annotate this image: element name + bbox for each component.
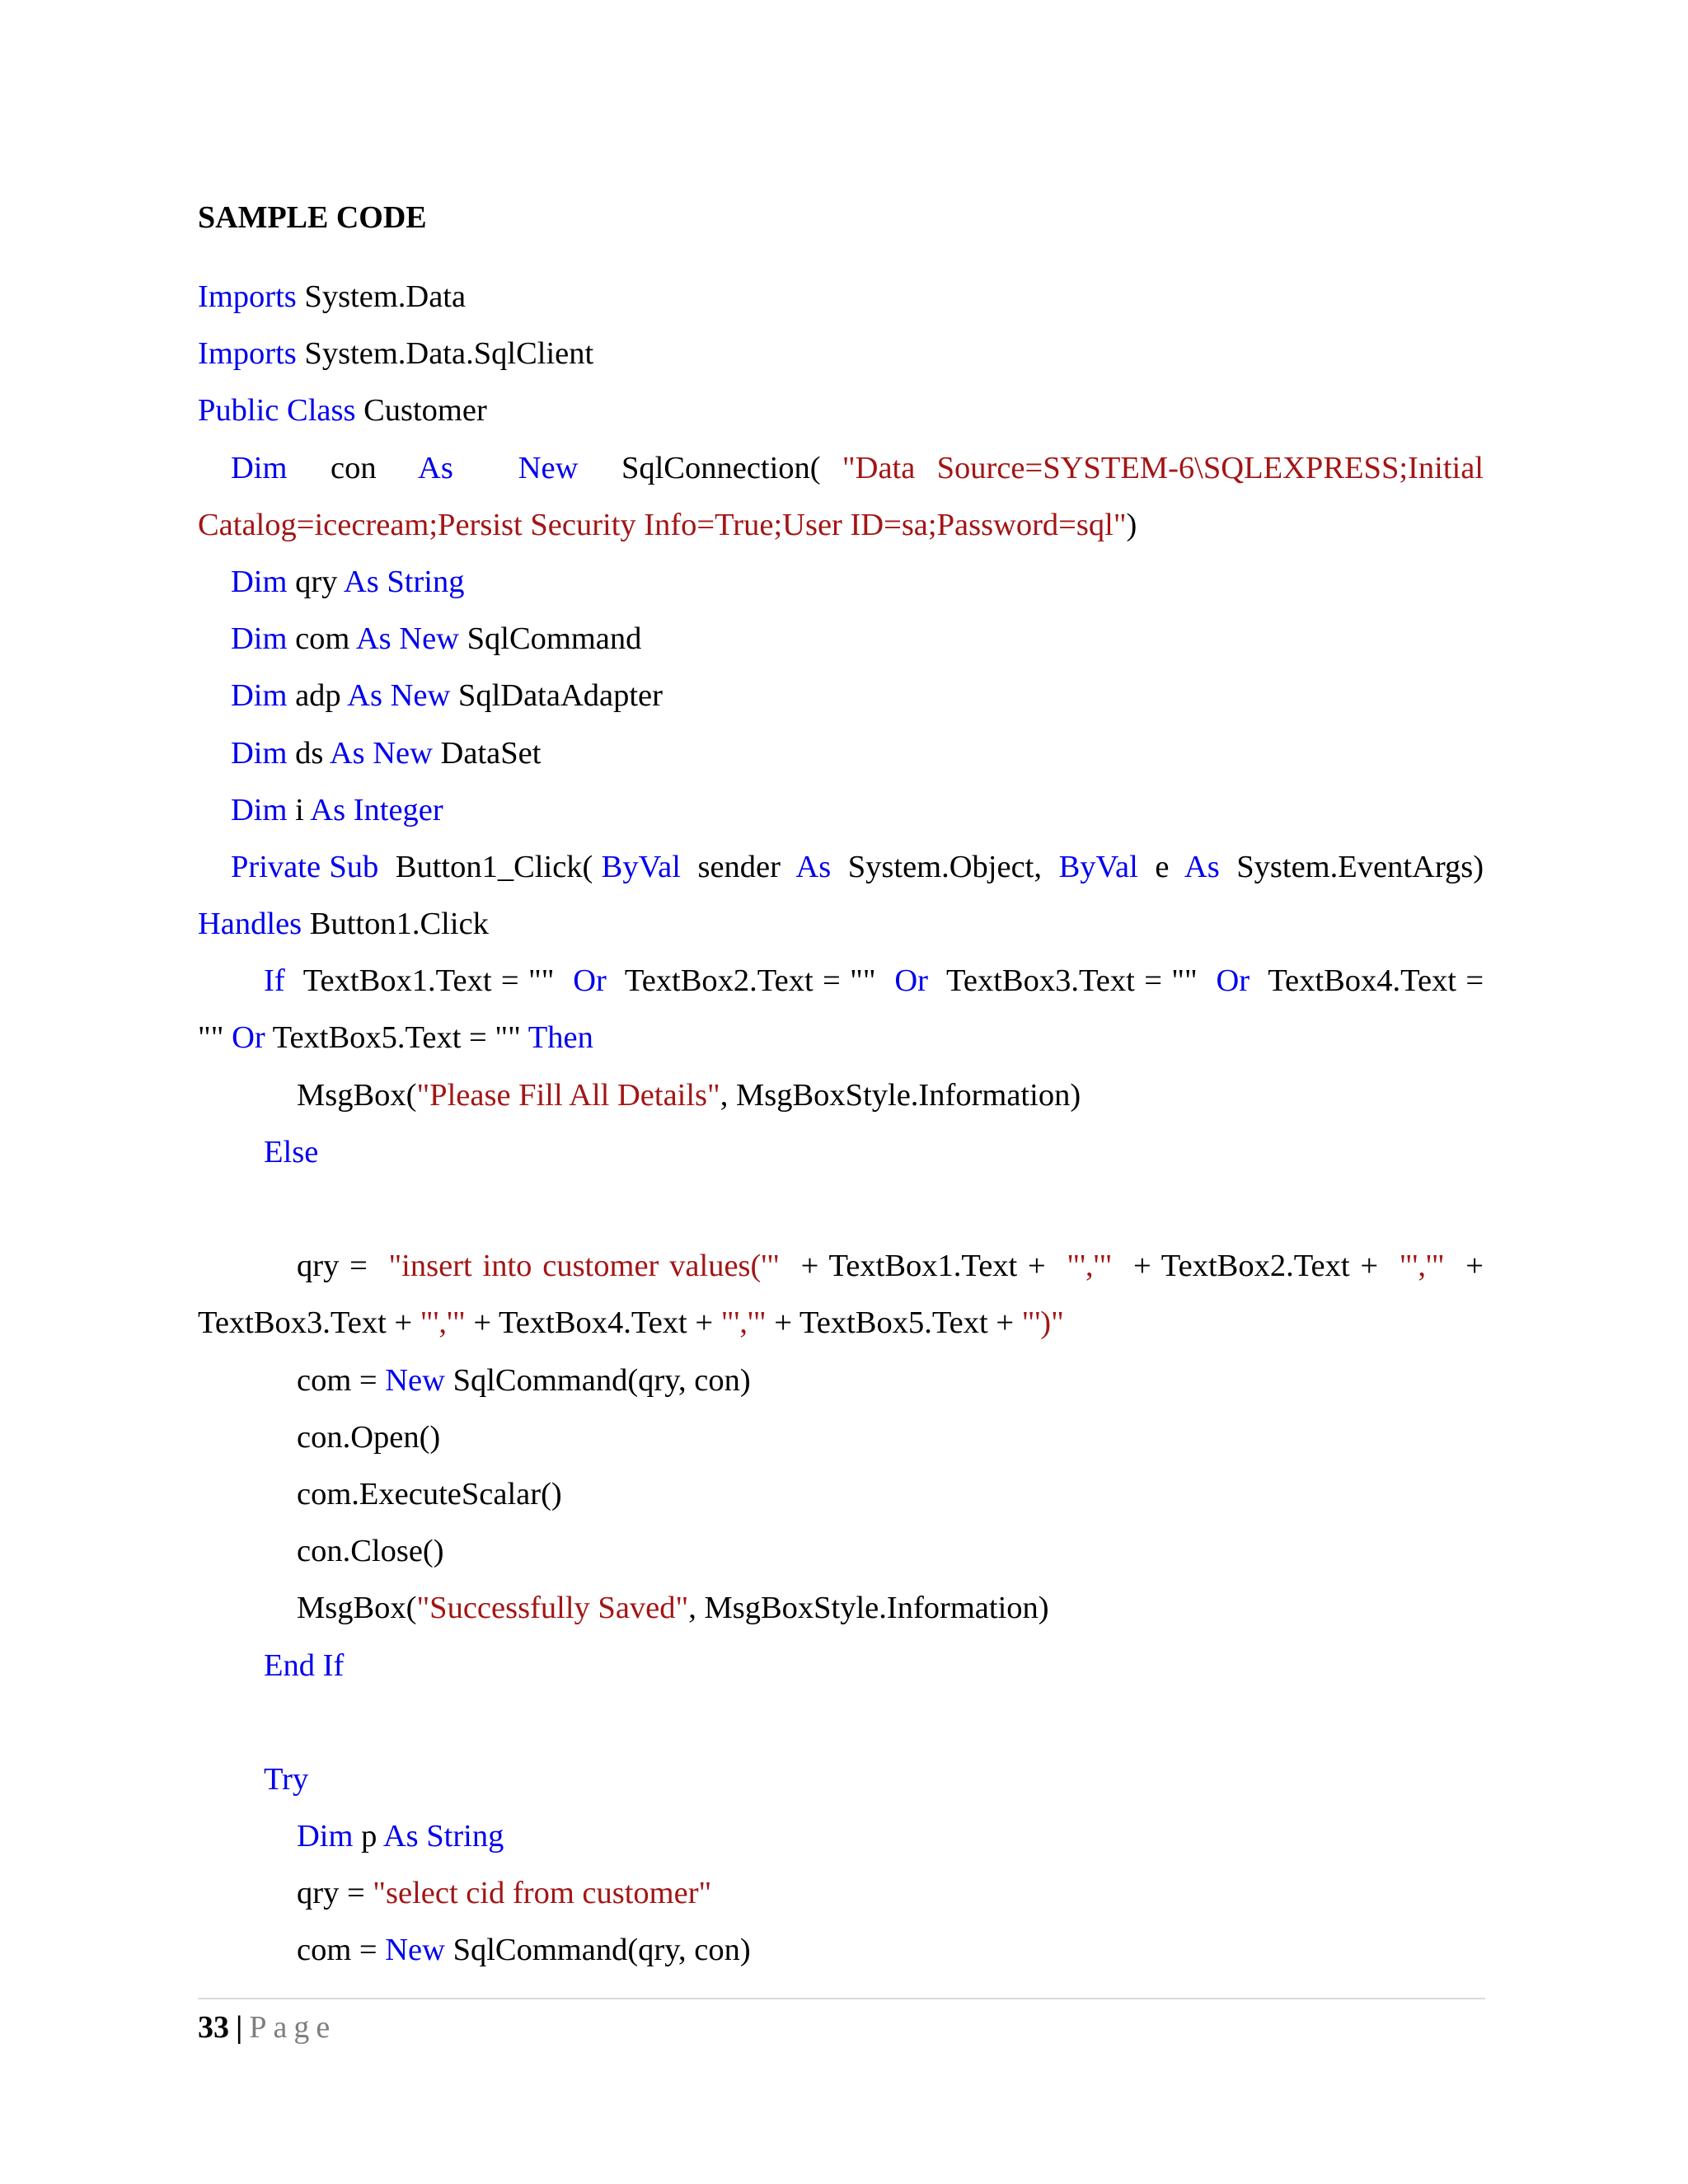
code-line <box>198 1352 1484 1409</box>
code-text: SqlCommand(qry, con) <box>444 1933 751 1968</box>
code-keyword: Dim <box>231 621 288 657</box>
code-line <box>198 1865 1484 1922</box>
code-text: p <box>353 1819 383 1854</box>
code-keyword: Public Class <box>198 393 356 429</box>
code-text: + <box>1455 1249 1484 1284</box>
section-heading: SAMPLE CODE <box>198 200 427 235</box>
code-text: qry = <box>297 1876 373 1911</box>
code-keyword: As New <box>355 621 459 657</box>
code-line <box>198 1010 1484 1066</box>
code-text: SqlCommand <box>458 621 642 657</box>
code-text: com = <box>297 1362 386 1398</box>
code-keyword: Dim <box>231 735 288 771</box>
code-line <box>198 497 1484 554</box>
code-line <box>198 269 1484 326</box>
code-string: "Successfully Saved" <box>416 1591 689 1626</box>
code-keyword: New <box>385 1362 445 1398</box>
code-line <box>198 1580 1484 1637</box>
code-line <box>198 1638 1484 1694</box>
code-text: TextBox1.Text = "" <box>294 963 564 999</box>
code-text <box>475 451 496 485</box>
code-text: Button1_Click( <box>387 849 593 884</box>
page-label: Page <box>249 2010 337 2045</box>
code-keyword: Else <box>264 1134 319 1169</box>
code-text: System.Data <box>296 279 467 314</box>
code-line <box>198 782 1484 839</box>
code-keyword: Imports <box>198 336 297 372</box>
code-string: "','" <box>720 1305 767 1341</box>
code-line <box>198 1523 1484 1580</box>
code-keyword: If <box>264 963 285 999</box>
code-string: "','" <box>1399 1249 1445 1284</box>
code-line <box>198 611 1484 668</box>
code-line <box>198 668 1484 724</box>
code-text: com.ExecuteScalar() <box>297 1476 562 1511</box>
code-text: i <box>287 792 311 827</box>
code-text: , MsgBoxStyle.Information) <box>688 1591 1049 1626</box>
code-text: DataSet <box>432 735 542 771</box>
code-line <box>198 1922 1484 1979</box>
code-text: adp <box>287 678 348 714</box>
code-line <box>198 382 1484 439</box>
code-text: qry <box>287 564 344 599</box>
code-text: ds <box>287 735 330 771</box>
code-keyword: Dim <box>231 564 288 599</box>
code-string: "','" <box>420 1305 466 1341</box>
code-keyword: As <box>1184 849 1220 884</box>
code-keyword: As <box>795 849 832 884</box>
code-keyword: ByVal <box>1058 849 1138 884</box>
code-text: TextBox2.Text = "" <box>616 963 885 999</box>
code-string: "select cid from customer" <box>373 1876 712 1911</box>
code-string: "','" <box>1067 1249 1113 1284</box>
code-line <box>198 1409 1484 1466</box>
code-line <box>198 953 1484 1010</box>
code-keyword: Imports <box>198 279 297 314</box>
code-text: System.EventArgs) <box>1227 849 1484 884</box>
code-keyword: As String <box>382 1819 504 1854</box>
code-text: TextBox3.Text + <box>198 1305 420 1341</box>
code-text: Customer <box>355 393 487 429</box>
code-keyword: Dim <box>297 1819 354 1854</box>
blank-line <box>198 1694 1484 1751</box>
code-line <box>198 1067 1484 1124</box>
code-line <box>198 1238 1484 1295</box>
page-number: 33 <box>198 2010 229 2045</box>
code-text: con.Open() <box>297 1419 441 1455</box>
code-text: TextBox5.Text = "" <box>265 1020 528 1056</box>
code-keyword: As Integer <box>310 792 443 827</box>
code-text: TextBox3.Text = "" <box>937 963 1207 999</box>
footer-separator: | <box>236 2010 243 2045</box>
code-keyword: End If <box>264 1647 345 1683</box>
code-keyword: Then <box>528 1020 593 1056</box>
code-text: qry = <box>297 1249 378 1284</box>
code-line <box>198 1751 1484 1808</box>
code-text: con <box>308 450 398 485</box>
code-keyword: As String <box>343 564 465 599</box>
page-footer <box>198 2003 336 2052</box>
code-text: sender <box>689 849 790 884</box>
footer-divider <box>198 1998 1485 1999</box>
code-text: , MsgBoxStyle.Information) <box>720 1077 1081 1113</box>
code-text: + TextBox1.Text + <box>790 1249 1057 1284</box>
code-text: + TextBox4.Text + <box>465 1305 721 1341</box>
code-line <box>198 839 1484 896</box>
code-text: MsgBox( <box>297 1077 417 1113</box>
code-string: "Data Source=SYSTEM-6\SQLEXPRESS;Initial <box>842 450 1484 485</box>
code-keyword: ByVal <box>601 849 681 884</box>
code-listing <box>198 269 1484 1980</box>
code-text: TextBox4.Text = <box>1259 963 1484 999</box>
code-keyword: Dim <box>231 450 288 485</box>
code-line <box>198 554 1484 611</box>
code-keyword: Dim <box>231 792 288 827</box>
code-keyword: Try <box>264 1761 309 1797</box>
code-string: Catalog=icecream;Persist Security Info=True;User ID=sa;Password=sql" <box>198 507 1127 542</box>
code-text: + TextBox5.Text + <box>766 1305 1022 1341</box>
code-line <box>198 896 1484 953</box>
code-keyword: Or <box>894 963 928 999</box>
code-line <box>198 1295 1484 1352</box>
code-line <box>198 1124 1484 1181</box>
code-text: MsgBox( <box>297 1591 417 1626</box>
code-text: SqlCommand(qry, con) <box>444 1362 751 1398</box>
code-text: System.Data.SqlClient <box>296 336 594 372</box>
code-keyword: As <box>418 450 453 485</box>
code-text: con.Close() <box>297 1534 444 1569</box>
code-text: System.Object, <box>839 849 1051 884</box>
code-keyword: Or <box>1216 963 1250 999</box>
code-text: e <box>1146 849 1178 884</box>
code-text: SqlDataAdapter <box>450 678 663 714</box>
code-text: ) <box>1126 507 1137 542</box>
code-keyword: New <box>518 450 579 485</box>
code-text: "" <box>198 1020 232 1056</box>
code-keyword: Or <box>573 963 607 999</box>
code-string: "insert into customer values('" <box>388 1249 780 1284</box>
blank-line <box>198 1181 1484 1238</box>
code-line <box>198 725 1484 782</box>
code-line <box>198 1808 1484 1865</box>
code-text: com = <box>297 1933 386 1968</box>
code-keyword: New <box>385 1933 445 1968</box>
code-string: "')" <box>1021 1305 1064 1341</box>
code-line <box>198 326 1484 382</box>
code-keyword: Handles <box>198 907 302 942</box>
code-string: "Please Fill All Details" <box>416 1077 720 1113</box>
code-keyword: Or <box>232 1020 265 1056</box>
code-keyword: Private Sub <box>231 849 379 884</box>
code-line <box>198 440 1484 497</box>
code-text: Button1.Click <box>302 907 489 942</box>
code-keyword: As New <box>329 735 433 771</box>
code-line <box>198 1466 1484 1523</box>
code-text: com <box>287 621 356 657</box>
code-text: SqlConnection( <box>599 450 821 485</box>
code-text: + TextBox2.Text + <box>1123 1249 1389 1284</box>
code-keyword: As New <box>347 678 451 714</box>
code-keyword: Dim <box>231 678 288 714</box>
